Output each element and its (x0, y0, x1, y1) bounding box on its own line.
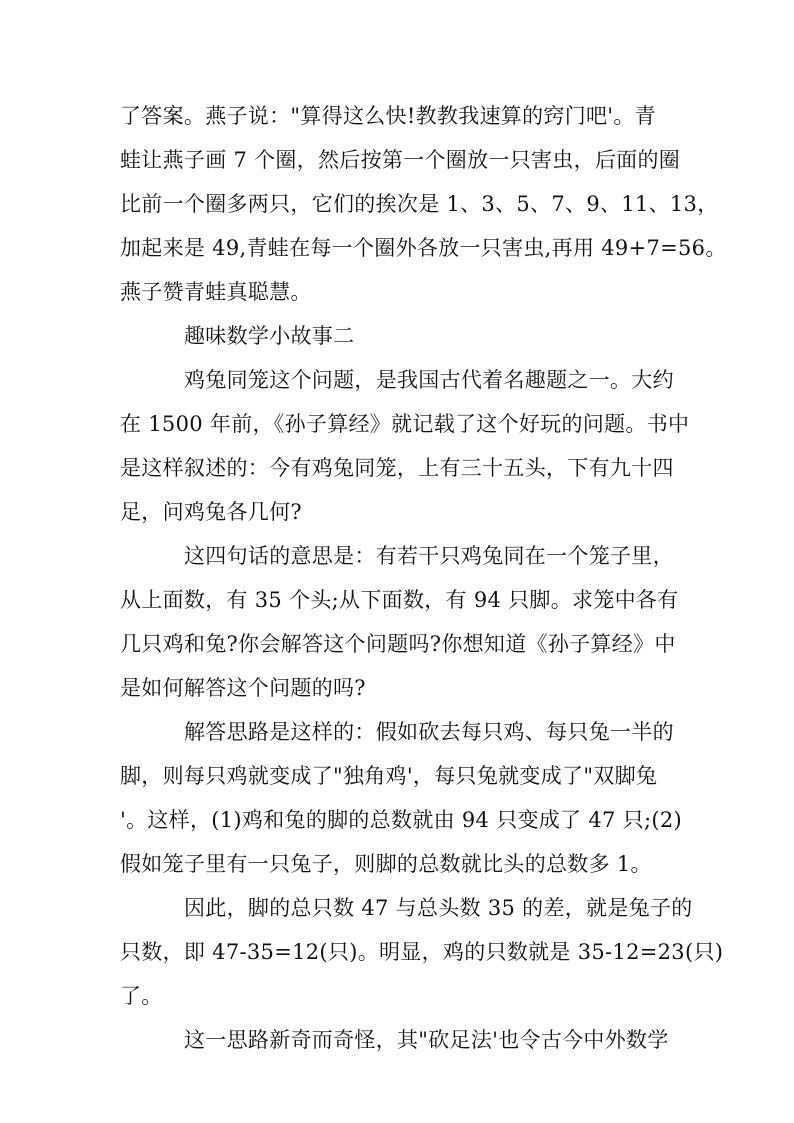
text-line: 几只鸡和兔?你会解答这个问题吗?你想知道《孙子算经》中 (120, 632, 676, 656)
section-heading: 趣味数学小故事二 (184, 324, 355, 348)
paragraph-start: 鸡兔同笼这个问题，是我国古代着名趣题之一。大约 (184, 368, 674, 392)
text-line: 是这样叙述的：今有鸡兔同笼，上有三十五头，下有九十四 (120, 456, 674, 480)
text-line: 了。 (120, 984, 163, 1008)
text-line: 在 1500 年前，《孙子算经》就记载了这个好玩的问题。书中 (120, 412, 690, 436)
text-line: 加起来是 49,青蛙在每一个圈外各放一只害虫,再用 49+7=56。 (120, 236, 727, 260)
text-line: 燕子赞青蛙真聪慧。 (120, 280, 312, 304)
text-line: 从上面数，有 35 个头;从下面数，有 94 只脚。求笼中各有 (120, 588, 679, 612)
paragraph-start: 解答思路是这样的：假如砍去每只鸡、每只兔一半的 (184, 720, 674, 744)
paragraph-start: 这一思路新奇而奇怪，其"砍足法'也令古今中外数学 (184, 1028, 669, 1052)
text-line: 脚，则每只鸡就变成了"独角鸡'，每只兔就变成了"双脚兔 (120, 764, 658, 788)
text-line: '。这样，(1)鸡和兔的脚的总数就由 94 只变成了 47 只;(2) (120, 808, 682, 832)
text-line: 了答案。燕子说："算得这么快!教教我速算的窍门吧'。青 (120, 104, 656, 128)
text-line: 是如何解答这个问题的吗? (120, 676, 366, 700)
text-line: 只数，即 47-35=12(只)。明显，鸡的只数就是 35-12=23(只) (120, 940, 724, 964)
paragraph-start: 这四句话的意思是：有若干只鸡兔同在一个笼子里， (184, 544, 674, 568)
text-line: 假如笼子里有一只兔子，则脚的总数就比头的总数多 1。 (120, 852, 652, 876)
text-line: 足，问鸡兔各几何? (120, 500, 302, 524)
text-line: 蛙让燕子画 7 个圈，然后按第一个圈放一只害虫，后面的圈 (120, 148, 681, 172)
text-line: 比前一个圈多两只，它们的挨次是 1、3、5、7、9、11、13， (120, 192, 719, 216)
paragraph-start: 因此，脚的总只数 47 与总头数 35 的差，就是兔子的 (184, 896, 693, 920)
